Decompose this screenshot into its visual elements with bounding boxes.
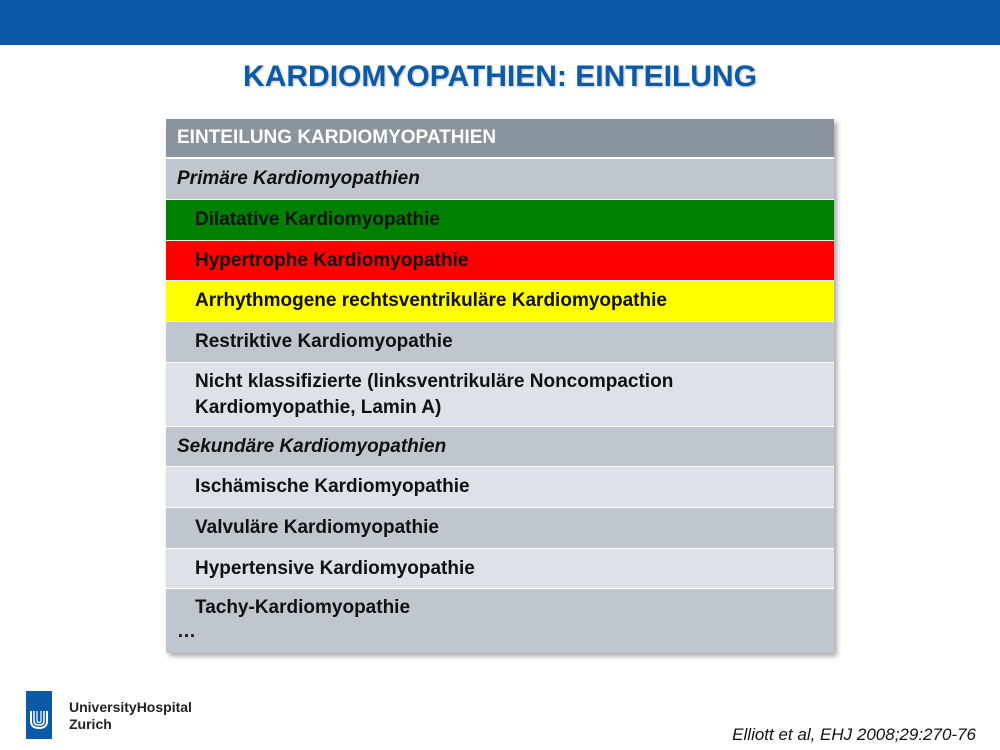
table-row-hypertrophe: Hypertrophe Kardiomyopathie: [166, 241, 834, 281]
table-row-arrhythmogene: Arrhythmogene rechtsventrikuläre Kardiomyopathie: [166, 281, 834, 322]
table-row-ischaemische: Ischämische Kardiomyopathie: [166, 467, 834, 508]
usz-logo-icon: [26, 691, 52, 739]
secondary-section-heading: Sekundäre Kardiomyopathien: [166, 427, 834, 467]
citation: Elliott et al, EHJ 2008;29:270-76: [732, 725, 976, 744]
table-ellipsis: …: [177, 621, 196, 642]
table-row-valvulaere: Valvuläre Kardiomyopathie: [166, 508, 834, 549]
table-row-nicht-klassifiziert: Nicht klassifizierte (linksventrikuläre Noncompaction Kardiomyopathie, Lamin A): [166, 363, 834, 427]
classification-table: [166, 119, 834, 653]
logo-line-1: UniversityHospital: [69, 699, 192, 715]
primary-section-heading: Primäre Kardiomyopathien: [166, 159, 834, 200]
table-row-dilatative: Dilatative Kardiomyopathie: [166, 200, 834, 241]
table-row-hypertensive: Hypertensive Kardiomyopathie: [166, 549, 834, 589]
logo-line-2: Zurich: [69, 716, 112, 732]
table-row-tachy: [166, 589, 834, 653]
top-banner: [0, 0, 1000, 45]
slide-title: KARDIOMYOPATHIEN: EINTEILUNG: [243, 60, 757, 93]
table-header: EINTEILUNG KARDIOMYOPATHIEN: [166, 119, 834, 159]
table-row-tachy-label: Tachy-Kardiomyopathie: [195, 597, 411, 618]
logo-wordmark: [69, 699, 192, 733]
table-row-restriktive: Restriktive Kardiomyopathie: [166, 322, 834, 363]
